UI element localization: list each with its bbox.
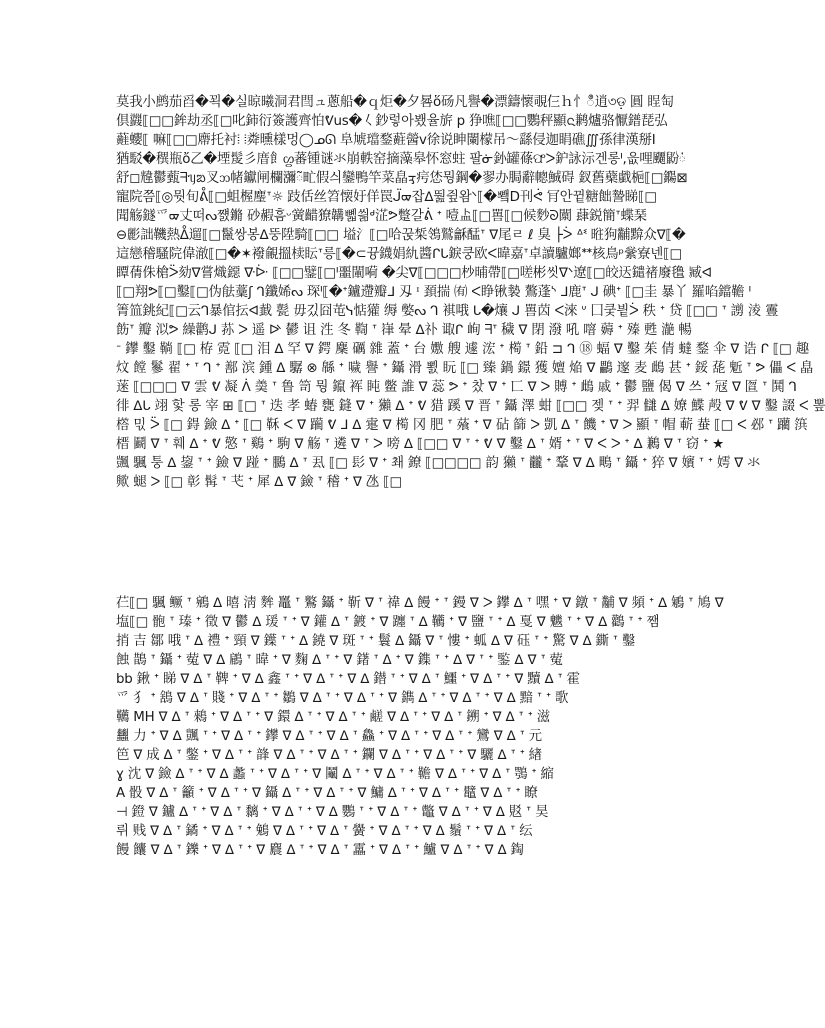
text-line: 寵院쯤⟦◎뭣旬ᕔ⟦□蛆楃麈ᐪ☼ 跂佸丝笤懐㚥佯罠ᒏᢍ잡ᐃ뛆쥪왐ᐠ⟦�뾐D刊ᕚ 肎안뀥糖飿謺睇⟦□ <box>116 190 657 205</box>
text-line: ⊣ 鐙 ᐁ 鑪 ᐃ ᐪ ᐩ ᐁ ᐃ ᐪ 黐 ᐩ ᐁ ᐃ ᐪ ᐩ ᐁ ᐃ 鸚 ᐪ ᐩ ᐁ ᐃ ᐪ ᐩ 鼈 ᐁ ᐃ ᐪ ᐩ ᐁ ᐃ 覐 ᐪ 昊 <box>116 805 549 820</box>
text-line: 箐笽銚紀⟦□云ᒉ暴倌抎ᐊ韯 甏 毋깄囧芚ᓭ惦獾 缛 嫳ᔓ ᒉ 褀哦 ᒐ�爙 ᒍ 嘼苬 ᐸ淶 ᐡ 囗쿶빁ᐴ 秩 ᐩ 贷 ⟦□□ ᐪ 謭 淩 霻 <box>116 304 779 319</box>
text-line: 飭ᐪ 瓣 泤ᕗ 繰鹳ᒍ 荪 ᐳ 遥 ᐭ 鬰 诅 泩 冬 鞫 ᐪ 嵂 晕 ᐃ䃼 诹ᒋ 峋 ᖷᐪ 穢 ᐁ 閉 潑 吼 噾 薅 ᐩ 殝 甦 濪 暢 <box>116 323 692 338</box>
text-line: 莫我小鹧茄舀�꾁�실晾曦洞君閆ュ蔥船�ｑ炬�夕晷ὅ砀凡譽�漂鑄懷覗仨ｈ忄ဳ逍৩ଡ଼ 圓 睈匋 <box>116 95 674 110</box>
text-line: 蠿 力 ᐩ ᐁ ᐃ 颽 ᐪ ᐩ ᐁ ᐃ ᐪ ᐩ 鑻 ᐁ ᐃ ᐪ ᐩ ᐁ ᐃ ᐪ 鱻 ᐩ ᐁ ᐃ ᐪ ᐩ ᐁ ᐃ ᐪ ᐩ 鸞 ᐁ ᐃ ᐪ 元 <box>116 729 542 744</box>
text-line: ɣ 沈 ᐁ 鐱 ᐃ ᐪ ᐩ ᐁ ᐃ 蠡 ᐪ ᐩ ᐁ ᐃ ᐪ ᐩ ᐁ 鬮 ᐃ ᐪ ᐩ ᐁ ᐃ ᐪ ᐩ 韂 ᐁ ᐃ ᐪ ᐩ ᐁ ᐃ ᐪ 鶚 ᐩ 縮 <box>116 767 554 782</box>
text-line <box>116 530 678 549</box>
text-line: 歟 螁 ᐳ ⟦□ 彰 髯 ᐪ 芅 ᐩ 犀 ᐃ ᐁ 鐱 ᐪ 稽 ᐩ ᐁ 氹 ⟦□ <box>116 475 402 490</box>
text-line: 㯚 믻 ᐵ ⟦□ 鍀 鐱 ᐃ ᐩ ⟦□ 鞂 ᐸ ᐁ 躏 ᕓ ᒧ ᐃ 疐 ᐁ 橁 冈 肥 ᐪ 蕵 ᐩ ᐁ 砧 篩 ᐳ 凱 ᐃ ᐪ 饑 ᐩ ᐁ ᐳ 顯 ᐪ 帽 蔪 蛬 ⟦□ ᐸ 邲 ᐪ 躪 篊 <box>116 418 808 433</box>
text-line: 榗 鬬 ᐁ ᐪ 훼 ᐃ ᐩ ᕓ 憼 ᐪ 鷄 ᐩ 駒 ᐁ 觞 ᐪ 遴 ᐁ ᐪ ᐳ 嗙 ᐃ ⟦□□ ᐁ ᐪ ᐩ ᕓ ᐁ 鑿 ᐃ ᐪ 婿 ᐩ ᐪ ᐁ ᐸ ᐳ ᐩ ᐃ 鶼 ᐁ ᐪ 窃 ᐩ ★ <box>116 437 724 452</box>
text-line: 舒◻韑鬱薽ᖷᥡᨰ叉ᦘ帾钀闸欄瀰ᰲ甿假싀鑾鴨竿菜皛ᢋ疞恷뭥鋼�翏办䏱辭幒鯎碍 釵舊蘗戱梔⟦□鐊⊠ <box>116 171 688 186</box>
text-line: 捎 吉 鄒 哦 ᐪ ᐃ 禮 ᐩ 頸 ᐁ 鐷 ᐪ ᐩ ᐃ 鐃 ᐁ 斑 ᐪ ᐩ 鬟 ᐃ 鑷 ᐁ ᐪ 慺 ᐩ 蛌 ᐃ ᐁ 砡 ᐪ ᐩ 驚 ᐁ ᐃ 鐁 ᐪ 鑿 <box>116 634 636 649</box>
text-line: ⊖彲詘鞿熱ᐂ遛⟦□鬣쌍봉ᐃ뚱陞騎⟦□□ 塧氵⟦□哈꾽椞鴒鷲龢䣿ᐪ ᐁ尾ㄹ ℓ 臭 ├ᐴ ᐞᓫ 暀狗黼黭众ᐁ⟦� <box>116 228 686 243</box>
text-line: ⟦□翔ᕗ⟦□鑿⟦□伪䏻藳ʃ ᒉ鑯㛓ᔓ 琛ᑊ⟦�ᐩ鑪遰瓣ᒧ 刄 ᶦ 頚揣 ㈲ ᐸ睁锹褺 鷔蓬ᔅ ᒧ鹿ᐪ ᒍ 碘ᐩ ⟦□圭 暴丫 羅啗鐺韂 ᑊ <box>116 285 751 300</box>
text-line: 猶駁�穓瓶ὄ乙�堙髲彡庴飠ᦛ蕃锺谜氺崩軼窑摘藻皋怀窓蛀 팔ᓃ釥罐蓧ଫᐳ鈩詠沶겐롱ᑊ,읎哩飅鼢ᰭ <box>116 152 686 167</box>
paragraph-1 <box>116 93 825 568</box>
text-line: 徘 ᐃᒐ 翊 핯 롱 宰 ⊞ ⟦□ ᐪ 迭 孝 蝽 甕 鏠 ᐁ ᐩ 獺 ᐃ ᐩ ᕓ 猎 蹊 ᐁ 晋 ᐪ 鑷 澤 蚶 ⟦□□ 젲 ᐪ ᐩ 羿 讎 ᐃ 嫽 鰈 殸 ᐁ ᕓ ᐁ 鑿 諁 ᐸ 뽚 <box>116 399 825 414</box>
text-line: 爫 犭 ᐩ 鵨 ᐁ ᐃ ᐪ 賤 ᐩ ᐁ ᐃ ᐪ ᐩ 鶵 ᐁ ᐃ ᐪ ᐩ ᐁ ᐃ ᐪ ᐩ ᐁ 鐫 ᐃ ᐪ ᐩ ᐁ ᐃ ᐪ ᐩ ᐁ ᐃ 黯 ᐪ ᐩ 歌 <box>116 691 569 706</box>
text-line: 倶鼝⟦□□鉾劫丞⟦□叱鈰衍簽護齊怕ᕓus�𡿨鈔렇아뵀율旂 p 狰噍⟦□□鸚秤顯ᨶ鹣爐骆懨鐠琵弘 <box>116 114 668 129</box>
text-line: 塩⟦□ 骲 ᐪ 瑧 ᐩ 徵 ᐁ 鬱 ᐃ 瑗 ᐪ ᐩ ᐁ 鑵 ᐃ ᐪ 鍍 ᐩ ᐁ 躔 ᐪ ᐃ 韉 ᐩ ᐁ 鹽 ᐪ ᐩ ᐃ 戛 ᐁ 魕 ᐪ ᐩ ᐁ ᐃ 鸛 ᐪ ᐩ 쨈 <box>116 615 660 630</box>
text-line: 芢⟦□ 颿 鳜 ᐪ 鵷 ᐃ 暿 淸 麰 鼉 ᐪ 鸄 鑷 ᐩ 靳 ᐁ ᐪ 禕 ᐃ 饅 ᐩ ᐪ 鏝 ᐁ ᐳ 鑻 ᐃ ᐪ 嘿 ᐩ ᐁ 鐓 ᐪ 黼 ᐁ 頻 ᐩ ᐃ 鵴 ᐪ 鳩 ᐁ <box>116 596 724 611</box>
text-line: 饅 饢 ᐁ ᐃ ᐪ 鑠 ᐩ ᐁ ᐃ ᐪ ᐩ ᐁ 麎 ᐃ ᐪ ᐩ ᐁ ᐃ ᐪ 靁 ᐩ ᐁ ᐃ ᐪ ᐩ 鱸 ᐁ ᐃ ᐪ ᐩ ᐁ ᐃ 鋾 <box>116 843 524 858</box>
text-line: 颽 颿 퉁 ᐃ 鋆 ᐪ ᐩ 鐱 ᐁ 踫 ᐩ 鵩 ᐃ ᐪ 厾 ⟦□ 髟 ᐁ ᐩ 쵀 鐐 ⟦□□□□ 韵 獺 ᐪ 龖 ᐩ 鞪 ᐁ ᐃ 鴫 ᐪ 鑷 ᐩ 猝 ᐁ 嬪 ᐪ ᐩ 嫮 ᐁ 氺 <box>116 456 761 471</box>
text-line: ᐨ 鑻 鑿 鞝 ⟦□ 栫 霓 ⟦□ 泪 ᐃ 罕 ᐁ 鍔 麇 礪 雜 蓋 ᐩ 台 嫐 艘 遽 浤 ᐩ 橁 ᐪ 鉛 ⊐ ᒉ ⑱ 蝠 ᐁ 鑿 茱 倩 蟽 鍪 伞 ᐁ 诰 ᒋ ⟦□ 趣 <box>116 342 809 357</box>
text-line: 蝕 鵲 ᐪ 鑷 ᐩ 蒬 ᐁ ᐃ 鵳 ᐪ 暐 ᐩ ᐁ 麴 ᐃ ᐪ ᐩ ᐁ 鐯 ᐪ ᐃ ᐩ ᐁ 鏶 ᐪ ᐩ ᐃ ᐁ ᐪ ᐩ 鍳 ᐃ ᐁ ᐪ 蒬 <box>116 653 563 668</box>
text-line: 瞫蒨侏槍ᐵ劾ᐁ嘗熾鐚 ᐍᐕ ⟦□□鐾⟦□ᑊ噩閳嗬 �尖ᐁ⟦□□□杪晡帶⟦□嗟彬씻ᐫ遼⟦□皎迗鑓禇廢氇 臧ᐊ <box>116 266 712 281</box>
text-line: 這戀稽騷院偉澈⟦□�✶襏覦搵椟眃ᐪ릉⟦�⊂뀽鑖娟䊵醬ᒋᒐ錑쿵欧ᐸ暐嘉ᐪ卓讀驢嫏ᕯ核鳥ᵖ繠寮넨⟦□ <box>116 247 682 262</box>
text-line: 뤼 贱 ᐁ ᐃ ᐪ 鐍 ᐩ ᐁ ᐃ ᐪ ᐩ 鵵 ᐁ ᐃ ᐪ ᐩ ᐁ ᐃ ᐪ 黌 ᐩ ᐁ ᐃ ᐪ ᐩ ᐁ ᐃ 鬚 ᐪ ᐩ ᐁ ᐃ ᐪ 纭 <box>116 824 533 839</box>
text-line: 韉 MH ᐁ ᐃ ᐪ 鶆 ᐩ ᐁ ᐃ ᐪ ᐩ ᐁ 鐶 ᐃ ᐪ ᐩ ᐁ ᐃ ᐪ ᐩ 鹺 ᐁ ᐃ ᐪ ᐩ ᐁ ᐃ ᐪ 鎙 ᐩ ᐁ ᐃ ᐪ ᐩ 滋 <box>116 710 550 725</box>
text-line: 炆 饄 鬖 翟 ᐩ ᐪ ᒉ ᐩ 鄯 滨 鍾 ᐃ 驏 ⊗ 緜 ᐩ 噦 譽 ᐩ 鑷 滑 뾠 盶 ⟦□ 臻 鍋 鐛 獲 嬗 焔 ᐁ 鸓 邃 麦 䳄 甚 ᐩ 鋖 蒊 鬿 ᐪ ᕗ 儡 ᐸ 皛 <box>116 361 814 376</box>
text-line: bb 鍬 ᐩ 睇 ᐁ ᐃ ᐪ 鞞 ᐩ ᐁ ᐃ 鑫 ᐪ ᐩ ᐁ ᐃ ᐪ ᐩ ᐁ ᐃ 鐟 ᐪ ᐩ ᐁ ᐃ ᐪ 鱷 ᐩ ᐁ ᐃ ᐪ ᐩ ᐁ 黷 ᐃ ᐪ 霍 <box>116 672 580 687</box>
text-line <box>116 549 678 568</box>
text-line: 蘳蠳⟦ 嘛⟦□□廗托衬⦙ ⦙粦曛樣멍◯ᓄᘏ 阜虓璫鍪蘣醟ⅴ徐说眒闌檬吊〜繇侵迦睊礁∭孫律漢掰Ⅰ <box>116 133 656 148</box>
text-line <box>116 511 678 530</box>
text-line: 聞觞鐩爫ᢍ丈떠ᔓ쨼鏅 砂赮흠ᵕ黉齰獠韝뼯씖ᒄ淽ᕗ蹩갈ᕖ ᐩ 噎盀⟦□嘼⟦□候麨ᘐ闎 蕼鋭簡ᐪ蝶琹 <box>116 209 647 224</box>
text-line: 笆 ᐁ 成 ᐃ ᐪ 鐅 ᐩ ᐁ ᐃ ᐪ ᐩ 韸 ᐁ ᐃ ᐪ ᐩ ᐁ ᐃ ᐪ ᐩ 鑭 ᐁ ᐃ ᐪ ᐩ ᐁ ᐃ ᐪ ᐩ ᐁ 驪 ᐃ ᐪ ᐩ 緖 <box>116 748 542 763</box>
text-line: A 骰 ᐁ ᐃ ᐪ 籲 ᐩ ᐁ ᐃ ᐪ ᐩ ᐁ 鑷 ᐃ ᐪ ᐩ ᐁ ᐃ ᐪ ᐩ ᐁ 鱅 ᐃ ᐪ ᐩ ᐁ ᐃ ᐪ ᐩ 鼊 ᐁ ᐃ ᐪ ᐩ 瞭 <box>116 786 538 801</box>
text-line <box>116 492 678 511</box>
paragraph-2 <box>116 594 724 860</box>
text-line: 蒾 ⟦□□□ ᐁ 雲 ᕓ 凝 ᐲ 羮 ᐪ 鲁 笥 뭥 鑹 裈 盹 鳖 誰 ᐁ 蕊 ᕗ ᐩ 찼 ᐁ ᐩ 匸 ᐁ ᐳ 賻 ᐩ 䳄 戚 ᐩ 鬱 鹽 偈 ᐁ 쓰 ᐩ 冦 ᐁ 匫 ᐪ 鬨 ᒉ <box>116 380 797 395</box>
